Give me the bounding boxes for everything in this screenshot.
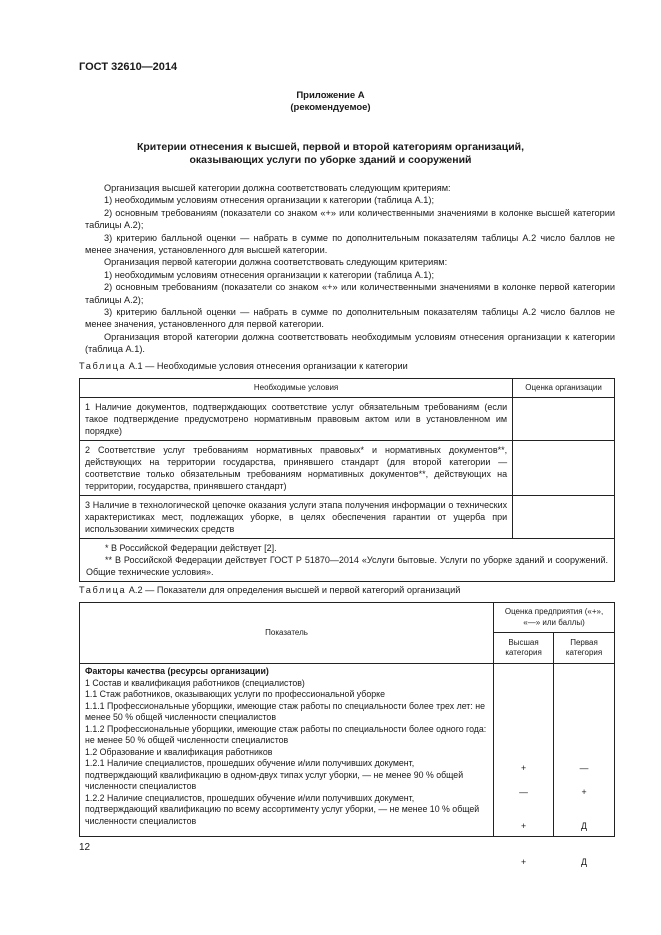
paragraph: 3) критерию балльной оценки — набрать в сумме по дополнительным показателям таблицы А.2 число баллов не менее значения, установленного для первой категории. [85,307,615,330]
mark: — [519,787,528,797]
mark: Д [581,821,587,831]
footnote: ** В Российской Федерации действует ГОСТ Р 51870—2014 «Услуги бытовые. Услуги по уборке зданий и сооружений. Общие технические условия». [86,555,608,577]
list-item: 1 Состав и квалификация работников (специалистов) [85,677,305,688]
table-necessary-conditions [79,378,615,582]
assessment-cell [513,441,615,496]
indicator-list [80,664,494,837]
mark: — [579,763,589,773]
list-item: 1.2 Образование и квалификация работников [85,746,273,757]
paragraph: 1) необходимым условиям отнесения организации к категории (таблица А.1); [104,269,435,280]
document-standard-number: ГОСТ 32610—2014 [79,61,178,73]
paragraph: 2) основным требованиям (показатели со знаком «+» или количественными значениями в колонке первой категории таблицы А.2); [85,282,615,305]
table2-caption: Таблица А.2 — Показатели для определения высшей и первой категорий организаций [79,585,461,595]
column-header-highest: Высшая категория [494,633,554,664]
assessment-cell [513,496,615,539]
footnote: * В Российской Федерации действует [2]. [105,543,277,553]
paragraph: Организация высшей категории должна соответствовать следующим критериям: [104,183,451,193]
annex-heading-line2: оказывающих услуги по уборке зданий и сооружений [189,154,472,166]
table-footnotes [80,539,615,582]
highest-category-marks [494,664,554,867]
column-header-assessment: Оценка организации [513,379,615,398]
mark: + [581,787,587,797]
mark: Д [581,857,587,867]
mark: + [521,857,527,867]
body-text [85,182,615,356]
list-item: 1.1 Стаж работников, оказывающих услуги по профессиональной уборке [85,689,385,699]
table-row: 2 Соответствие услуг требованиям нормативных правовых* и нормативных документов**, действующих на территории государства, принявшего стандарт (для второй категории — соответствие только обязательным требованиям нормативных документов**, действующих на территории, государства, принявшего стандарт) [80,441,513,496]
table-row: 3 Наличие в технологической цепочке оказания услуги этапа получения информации о технических характеристиках мест, подлежащих уборке, в целях обеспечения гарантии от ущерба при использовании химических средств [80,496,513,539]
page-number: 12 [79,842,91,853]
column-header-indicator: Показатель [80,603,494,664]
table-row: 1 Наличие документов, подтверждающих соответствие услуг обязательным требованиям (если такое подтверждение предусмотрено нормативным правовым актом или в установленном им порядке) [80,398,513,441]
assessment-cell [513,398,615,441]
mark: + [521,763,527,773]
list-item: 1.2.2 Наличие специалистов, прошедших обучение и/или получивших документ, подтверждающий квалификацию по всему ассортименту услуг уборки, — не менее 10 % общей численности специалистов [85,792,480,826]
annex-title: Приложение А [296,90,365,101]
paragraph: Организация второй категории должна соответствовать необходимым условиям отнесения организации к категории (таблица А.1). [85,331,615,355]
annex-heading-line1: Критерии отнесения к высшей, первой и второй категориям организаций, [136,141,525,153]
column-header-assessment: Оценка предприятия («+», «—» или баллы) [494,603,615,633]
list-item: 1.1.1 Профессиональные уборщики, имеющие стаж работы по специальности более трех лет: не менее 50 % общей численности специалистов [85,700,485,722]
table1-caption: Таблица А.1 — Необходимые условия отнесения организации к категории [79,361,408,371]
paragraph: 1) необходимым условиям отнесения организации к категории (таблица А.1); [104,195,435,206]
column-header-conditions: Необходимые условия [80,379,513,398]
paragraph: 3) критерию балльной оценки — набрать в сумме по дополнительным показателям таблицы А.2 число баллов не менее значения, установленного для высшей категории. [85,232,615,256]
paragraph: 2) основным требованиям (показатели со знаком «+» или количественными значениями в колонке высшей категории таблицы А.2); [85,207,615,231]
list-item: 1.2.1 Наличие специалистов, прошедших обучение и/или получивших документ, подтверждающий квалификацию в одном-двух типах услуг уборки, — не менее 90 % общей численности специалистов [85,758,464,791]
table-category-indicators [79,602,615,867]
mark: + [521,821,527,831]
annex-status: (рекомендуемое) [290,102,371,113]
list-item: Факторы качества (ресурсы организации) [85,666,269,676]
list-item: 1.1.2 Профессиональные уборщики, имеющие стаж работы по специальности более одного года: не менее 50 % общей численности специалистов [85,723,487,745]
first-category-marks [554,664,615,867]
paragraph: Организация первой категории должна соответствовать следующим критериям: [104,257,448,268]
column-header-first: Первая категория [554,633,615,664]
